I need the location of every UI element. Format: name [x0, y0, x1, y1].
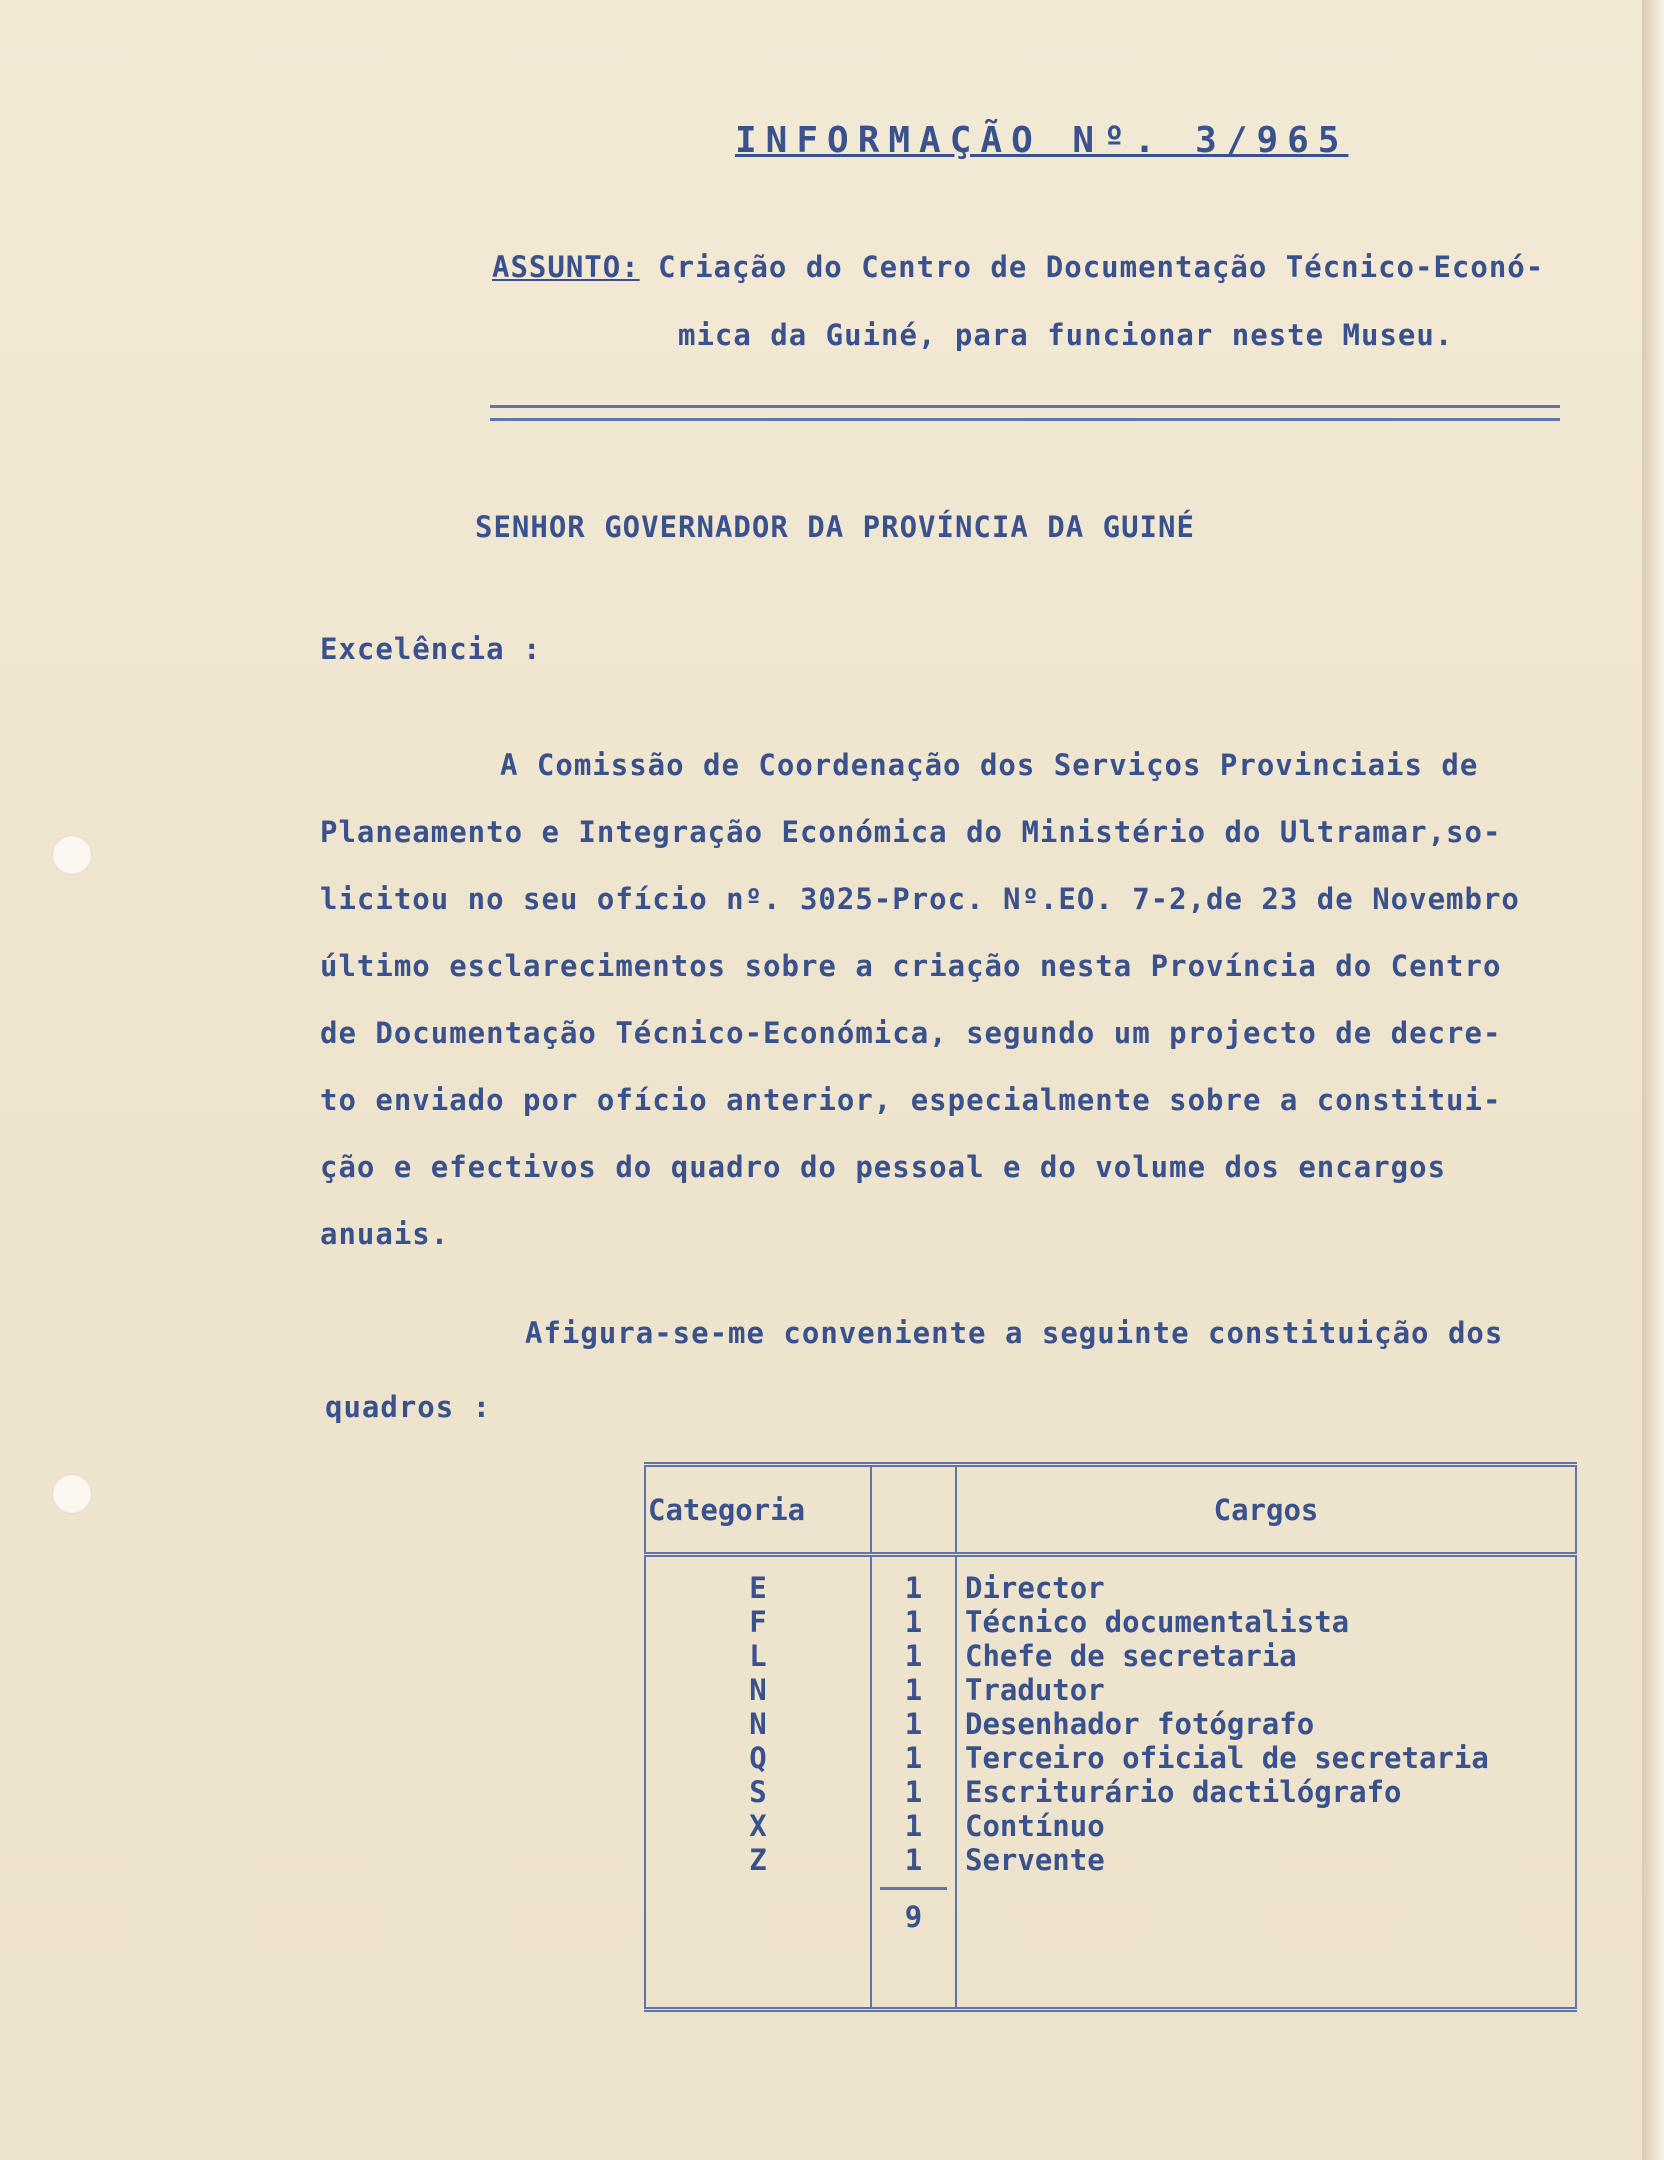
paragraph-line: licitou no seu ofício nº. 3025-Proc. Nº.EO. 7-2,de 23 de Novembro: [320, 882, 1520, 916]
paragraph-line: Afigura-se-me conveniente a seguinte constituição dos: [525, 1316, 1504, 1350]
header-categoria: Categoria: [645, 1465, 871, 1555]
header-count: [871, 1465, 956, 1555]
table-cell-cargo: Desenhador fotógrafo: [965, 1707, 1315, 1741]
count-column: [871, 1555, 956, 2010]
table-cell-count: 1: [904, 1639, 923, 1673]
table-total: 9: [880, 1887, 947, 1940]
table-cell-categoria: Q: [749, 1741, 767, 1775]
punch-hole: [52, 835, 92, 875]
punch-hole: [52, 1474, 92, 1514]
table-cell-cargo: Técnico documentalista: [965, 1605, 1350, 1639]
paragraph-line: de Documentação Técnico-Económica, segundo um projecto de decre-: [320, 1016, 1502, 1050]
table-header-row: [645, 1465, 1576, 1555]
table-cell-categoria: F: [749, 1605, 767, 1639]
paragraph-line: A Comissão de Coordenação dos Serviços Provinciais de: [500, 748, 1479, 782]
table-cell-categoria: S: [749, 1775, 767, 1809]
paragraph-line: anuais.: [320, 1217, 450, 1251]
table-cell-categoria: N: [749, 1673, 767, 1707]
page-edge: [1642, 0, 1664, 2160]
addressee: SENHOR GOVERNADOR DA PROVÍNCIA DA GUINÉ: [475, 510, 1195, 544]
table-cell-categoria: Z: [749, 1843, 767, 1877]
subject-label: ASSUNTO:: [492, 250, 640, 284]
table-cell-count: 1: [904, 1809, 923, 1843]
table-cell-count: 1: [904, 1707, 923, 1741]
categoria-column: [645, 1555, 871, 2010]
cargos-column: [956, 1555, 1576, 2010]
paragraph-line: ção e efectivos do quadro do pessoal e do volume dos encargos: [320, 1150, 1447, 1184]
table-cell-count: 1: [904, 1843, 923, 1877]
table-cell-cargo: Tradutor: [965, 1673, 1105, 1707]
table-cell-cargo: Director: [965, 1571, 1105, 1605]
subject-line-1: [492, 250, 1544, 284]
table-cell-count: 1: [904, 1775, 923, 1809]
paragraph-line: quadros :: [325, 1390, 492, 1424]
table-cell-categoria: L: [749, 1639, 767, 1673]
subject-line-2: mica da Guiné, para funcionar neste Museu.: [678, 318, 1454, 352]
table-cell-cargo: Terceiro oficial de secretaria: [965, 1741, 1489, 1775]
paragraph-line: último esclarecimentos sobre a criação nesta Província do Centro: [320, 949, 1502, 983]
paragraph-line: to enviado por ofício anterior, especialmente sobre a constitui-: [320, 1083, 1502, 1117]
separator-rule: [490, 405, 1560, 421]
table-cell-count: 1: [904, 1741, 923, 1775]
table-cell-count: 1: [904, 1673, 923, 1707]
subject-text-1: Criação do Centro de Documentação Técnico-Econó-: [658, 250, 1545, 284]
table-cell-categoria: N: [749, 1707, 767, 1741]
table-body-row: [645, 1555, 1576, 2010]
table-cell-cargo: Chefe de secretaria: [965, 1639, 1297, 1673]
table-cell-count: 1: [904, 1605, 923, 1639]
table-cell-categoria: E: [749, 1571, 767, 1605]
table-cell-cargo: Servente: [965, 1843, 1105, 1877]
header-cargos: Cargos: [956, 1465, 1576, 1555]
table-cell-cargo: Escriturário dactilógrafo: [965, 1775, 1402, 1809]
table-cell-count: 1: [904, 1571, 923, 1605]
table-cell-categoria: X: [749, 1809, 767, 1843]
document-title: INFORMAÇÃO Nº. 3/965: [735, 120, 1349, 161]
staff-table: [644, 1462, 1577, 2012]
salutation: Excelência :: [320, 632, 542, 666]
table-cell-cargo: Contínuo: [965, 1809, 1105, 1843]
paragraph-line: Planeamento e Integração Económica do Ministério do Ultramar,so-: [320, 815, 1502, 849]
